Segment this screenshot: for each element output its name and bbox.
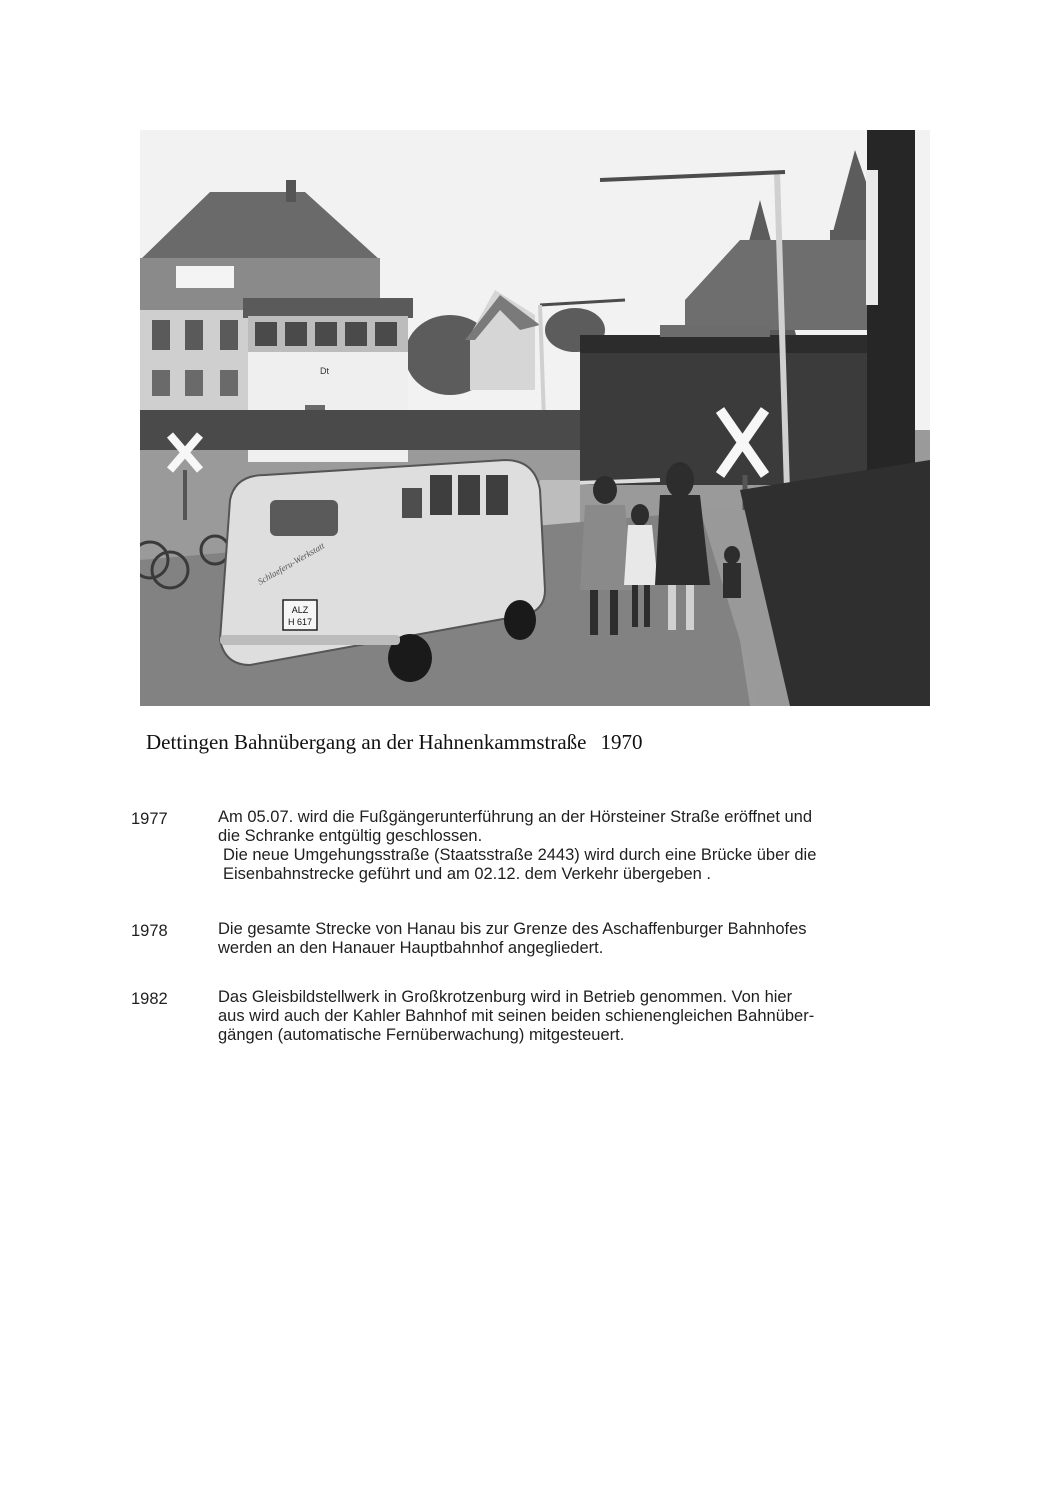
entry-line: werden an den Hanauer Hauptbahnhof angegliedert.: [218, 939, 604, 957]
entry-text: [218, 920, 938, 958]
caption-place: Dettingen Bahnübergang an der Hahnenkammstraße: [146, 730, 587, 754]
entry-text: [218, 808, 938, 884]
plate-bottom: H 617: [287, 617, 313, 627]
entry-line: Die gesamte Strecke von Hanau bis zur Grenze des Aschaffenburger Bahnhofes: [218, 920, 807, 938]
historic-photo: [140, 130, 930, 706]
box-sign: Dt: [320, 366, 329, 376]
entry-line: Die neue Umgehungsstraße (Staatsstraße 2443) wird durch eine Brücke über die: [223, 846, 817, 864]
caption-year: 1970: [600, 730, 643, 754]
entry-line: Das Gleisbildstellwerk in Großkrotzenburg wird in Betrieb genommen. Von hier: [218, 988, 793, 1006]
entry-line: Eisenbahnstrecke geführt und am 02.12. dem Verkehr übergeben .: [223, 865, 711, 883]
entry-line: die Schranke entgültig geschlossen.: [218, 827, 483, 845]
van-lettering: Schlaeferu-Werkstatt: [256, 540, 327, 587]
entry-year: 1982: [131, 990, 168, 1008]
entry-text: [218, 988, 938, 1045]
entry-year: 1977: [131, 810, 168, 828]
entry-line: aus wird auch der Kahler Bahnhof mit seinen beiden schienengleichen Bahnüber-: [218, 1007, 815, 1025]
entry-line: gängen (automatische Fernüberwachung) mitgesteuert.: [218, 1026, 625, 1044]
entry-year: 1978: [131, 922, 168, 940]
photo-caption: [146, 730, 642, 755]
entry-line: Am 05.07. wird die Fußgängerunterführung an der Hörsteiner Straße eröffnet und: [218, 808, 813, 826]
plate-top: ALZ: [291, 605, 309, 615]
